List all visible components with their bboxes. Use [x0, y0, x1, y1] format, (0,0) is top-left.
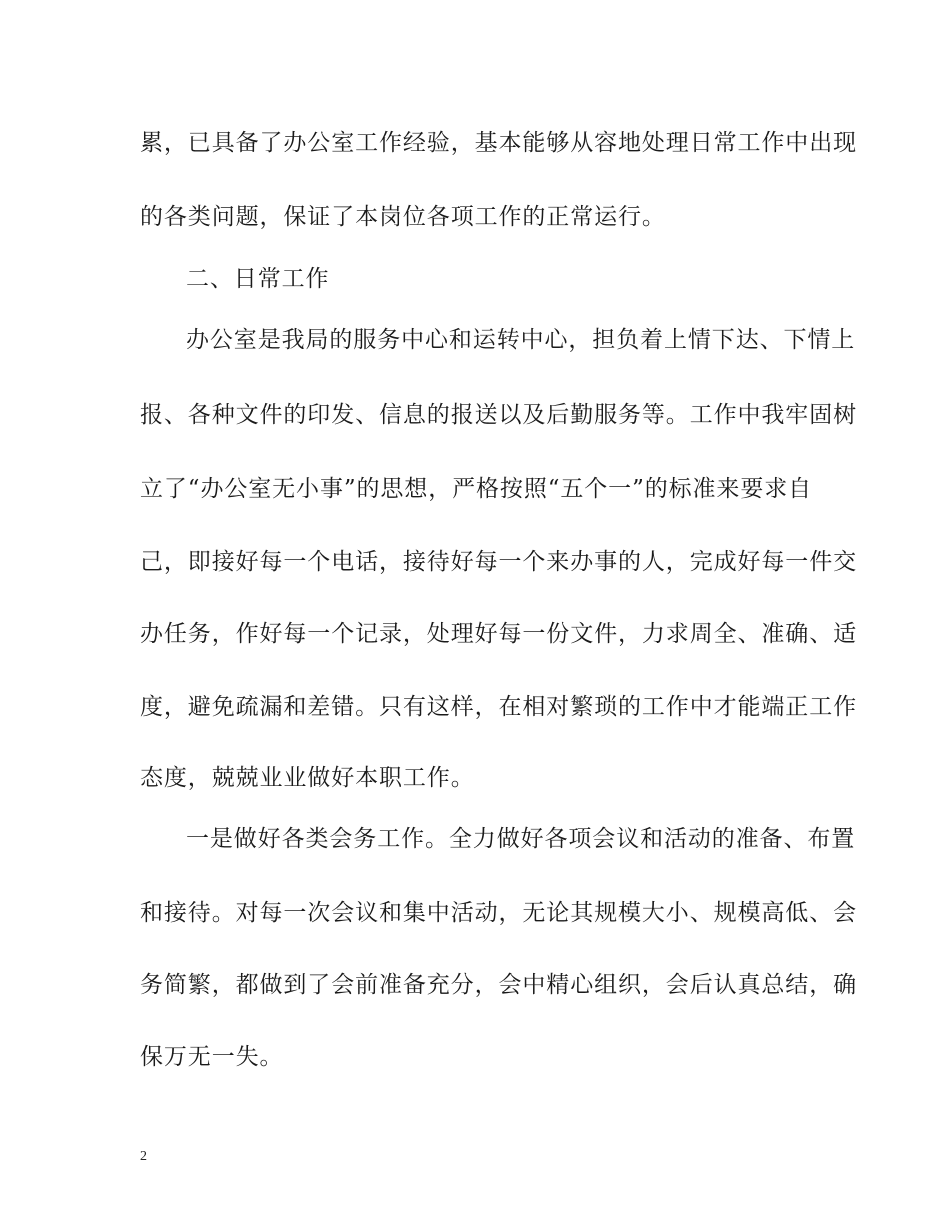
- section-heading: 二、日常工作: [186, 266, 330, 292]
- text-line: 和接待。对每一次会议和集中活动，无论其规模大小、规模高低、会: [140, 900, 857, 926]
- text-line: 度，避免疏漏和差错。只有这样，在相对繁琐的工作中才能端正工作: [140, 694, 857, 720]
- text-line: 的各类问题，保证了本岗位各项工作的正常运行。: [140, 204, 666, 230]
- text-line: 己，即接好每一个电话，接待好每一个来办事的人，完成好每一件交: [140, 549, 857, 575]
- text-line: 保万无一失。: [140, 1044, 284, 1070]
- text-line: 办公室是我局的服务中心和运转中心，担负着上情下达、下情上: [186, 327, 856, 353]
- text-line: 态度，兢兢业业做好本职工作。: [140, 765, 475, 791]
- page-number: 2: [140, 1149, 147, 1164]
- text-line: 立了“办公室无小事”的思想，严格按照“五个一”的标准来要求自: [140, 476, 813, 502]
- text-line: 累，已具备了办公室工作经验，基本能够从容地处理日常工作中出现: [140, 130, 857, 156]
- text-line: 办任务，作好每一个记录，处理好每一份文件，力求周全、准确、适: [140, 621, 857, 647]
- text-line: 一是做好各类会务工作。全力做好各项会议和活动的准备、布置: [186, 826, 856, 852]
- text-line: 务简繁，都做到了会前准备充分，会中精心组织，会后认真总结，确: [140, 972, 857, 998]
- text-line: 报、各种文件的印发、信息的报送以及后勤服务等。工作中我牢固树: [140, 402, 857, 428]
